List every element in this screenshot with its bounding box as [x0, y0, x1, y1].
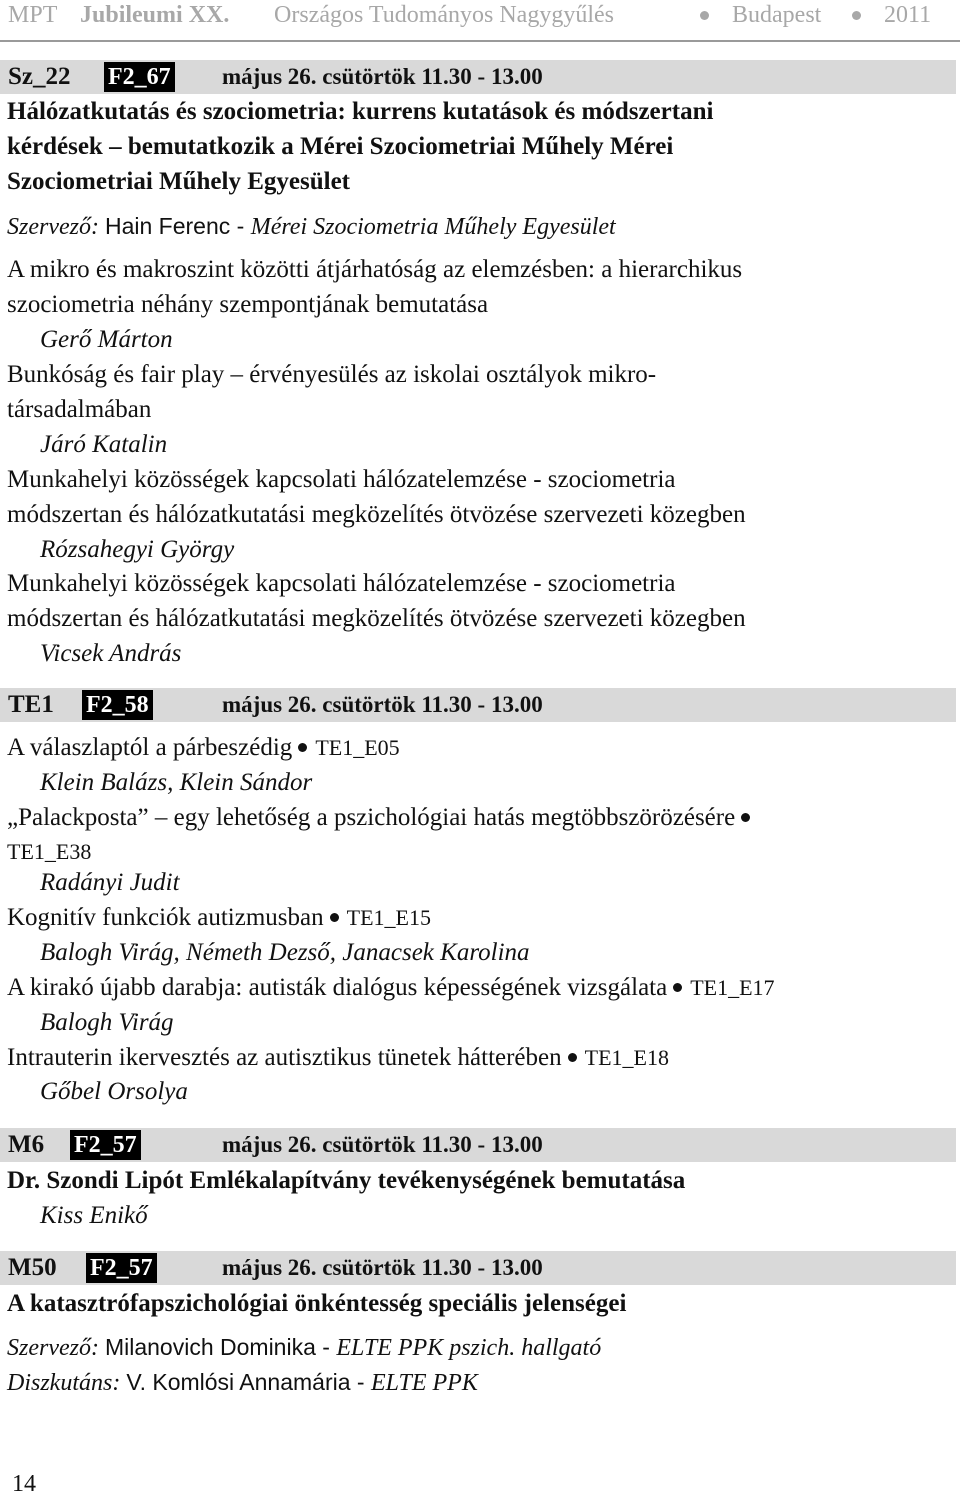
discussant-line: [7, 1365, 478, 1400]
talk-title: Bunkóság és fair play – érvényesülés az iskolai osztályok mikro-: [7, 361, 657, 388]
header-jubilee: Jubileumi XX.: [80, 2, 230, 28]
organizer-label: Szervező:: [7, 1335, 99, 1361]
talk-author: Vicsek András: [40, 640, 182, 667]
session-time: május 26. csütörtök 11.30 - 13.00: [222, 1132, 543, 1157]
session-title: Szociometriai Műhely Egyesület: [7, 168, 350, 195]
talk-title: Intrauterin ikervesztés az autisztikus tünetek hátterében: [7, 1044, 562, 1071]
talk-title: társadalmában: [7, 396, 152, 423]
talk-author: Gőbel Orsolya: [40, 1078, 188, 1105]
room-badge: F2_58: [82, 690, 153, 720]
talk-line: [7, 1041, 669, 1075]
talk-title: Munkahelyi közösségek kapcsolati hálózatelemzése - szociometria: [7, 466, 676, 493]
bullet-icon: [298, 743, 307, 752]
talk-line: [7, 901, 431, 935]
header-prefix: MPT: [8, 2, 58, 28]
session-bar-m50: [0, 1251, 956, 1285]
session-code: Sz_22: [8, 63, 71, 90]
talk-id: TE1_E18: [584, 1045, 669, 1070]
organizer-name: Hain Ferenc: [104, 213, 231, 239]
discussant-label: Diszkutáns:: [7, 1370, 121, 1396]
organizer-affiliation: ELTE PPK pszich. hallgató: [336, 1335, 602, 1361]
talk-id: TE1_E05: [315, 735, 400, 760]
header-year: 2011: [884, 2, 932, 28]
talk-author: Kiss Enikő: [40, 1202, 148, 1229]
session-bar-sz22: [0, 60, 956, 94]
talk-author: Klein Balázs, Klein Sándor: [40, 769, 313, 796]
organizer-affiliation: Mérei Szociometria Műhely Egyesület: [250, 214, 616, 240]
organizer-line: [7, 209, 616, 244]
room-badge: F2_67: [104, 62, 175, 92]
organizer-name: Milanovich Dominika: [104, 1334, 316, 1360]
bullet-icon: [330, 913, 339, 922]
talk-title: szociometria néhány szempontjának bemutatása: [7, 291, 489, 318]
page-number: 14: [12, 1471, 36, 1497]
talk-id: TE1_E17: [690, 975, 775, 1000]
talk-title: „Palackposta” – egy lehetőség a pszichológiai hatás megtöbbszörözésére: [7, 804, 736, 831]
talk-title: A válaszlaptól a párbeszédig: [7, 734, 293, 761]
session-time: május 26. csütörtök 11.30 - 13.00: [222, 64, 543, 89]
room-badge: F2_57: [70, 1130, 141, 1160]
running-header: [0, 0, 960, 34]
talk-author: Gerő Márton: [40, 326, 173, 353]
bullet-icon: [852, 11, 861, 20]
organizer-separator: -: [315, 1334, 337, 1360]
header-divider: [0, 40, 960, 42]
session-code: TE1: [8, 691, 54, 718]
talk-line: [7, 731, 400, 765]
talk-line: [7, 801, 758, 835]
session-bar-te1: [0, 688, 956, 722]
talk-id: TE1_E15: [346, 905, 431, 930]
bullet-icon: [700, 11, 709, 20]
organizer-label: Szervező:: [7, 214, 99, 240]
session-title: kérdések – bemutatkozik a Mérei Szociometriai Műhely Mérei: [7, 133, 674, 160]
talk-title: Kognitív funkciók autizmusban: [7, 904, 324, 931]
discussant-separator: -: [350, 1369, 371, 1395]
talk-title: A kirakó újabb darabja: autisták dialógus képességének vizsgálata: [7, 974, 668, 1001]
bullet-icon: [568, 1053, 577, 1062]
talk-line: [7, 971, 775, 1005]
session-bar-m6: [0, 1128, 956, 1162]
talk-author: Balogh Virág: [40, 1009, 174, 1036]
talk-author: Balogh Virág, Németh Dezső, Janacsek Karolina: [40, 939, 530, 966]
session-code: M6: [8, 1131, 45, 1158]
discussant-name: V. Komlósi Annamária: [126, 1369, 351, 1395]
talk-line: [7, 835, 91, 869]
session-time: május 26. csütörtök 11.30 - 13.00: [222, 692, 543, 717]
session-code: M50: [8, 1254, 57, 1281]
room-badge: F2_57: [86, 1253, 157, 1283]
session-title: A katasztrófapszichológiai önkéntesség speciális jelenségei: [7, 1290, 627, 1317]
header-city: Budapest: [732, 2, 822, 28]
session-title: Dr. Szondi Lipót Emlékalapítvány tevékenységének bemutatása: [7, 1167, 686, 1194]
talk-author: Rózsahegyi György: [40, 536, 235, 563]
talk-title: módszertan és hálózatkutatási megközelítés ötvözése szervezeti közegben: [7, 605, 746, 632]
header-event: Országos Tudományos Nagygyűlés: [274, 2, 614, 28]
session-title: Hálózatkutatás és szociometria: kurrens kutatások és módszertani: [7, 98, 714, 125]
bullet-icon: [673, 983, 682, 992]
talk-title: Munkahelyi közösségek kapcsolati hálózatelemzése - szociometria: [7, 570, 676, 597]
talk-author: Járó Katalin: [40, 431, 168, 458]
organizer-line: [7, 1330, 601, 1365]
bullet-icon: [741, 813, 750, 822]
talk-title: A mikro és makroszint közötti átjárhatóság az elemzésben: a hierarchikus: [7, 256, 743, 283]
talk-title: módszertan és hálózatkutatási megközelítés ötvözése szervezeti közegben: [7, 501, 746, 528]
talk-id: TE1_E38: [7, 839, 92, 864]
organizer-separator: -: [230, 213, 251, 239]
discussant-affiliation: ELTE PPK: [370, 1370, 478, 1396]
session-time: május 26. csütörtök 11.30 - 13.00: [222, 1255, 543, 1280]
talk-author: Radányi Judit: [40, 869, 180, 896]
